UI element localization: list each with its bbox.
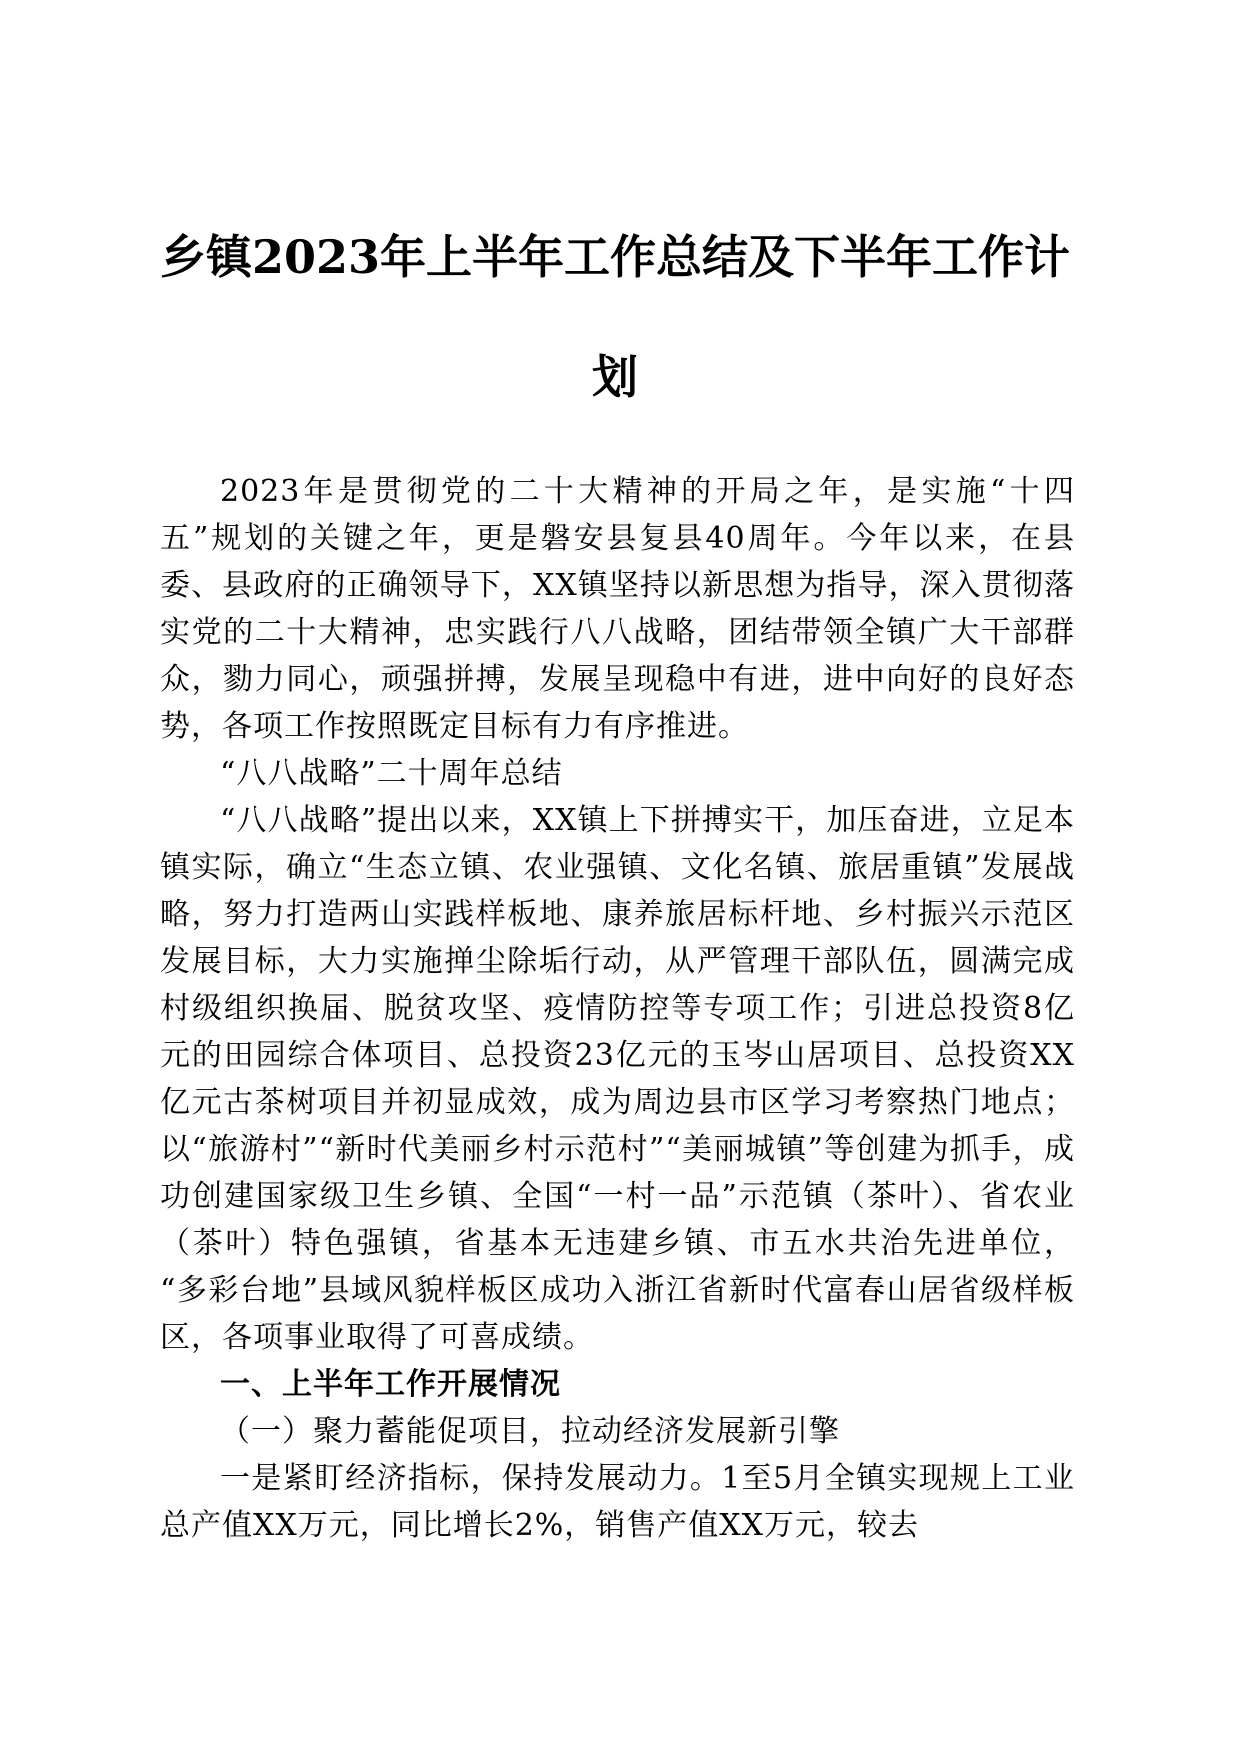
document-title-line-1: 乡镇2023年上半年工作总结及下半年工作计 — [159, 230, 1071, 284]
document-body — [160, 468, 1075, 1549]
subsection-heading-1: （一）聚力蓄能促项目，拉动经济发展新引擎 — [220, 1414, 840, 1449]
section-subtitle-summary: “八八战略”二十周年总结 — [220, 756, 563, 791]
intro-paragraph: 2023年是贯彻党的二十大精神的开局之年，是实施“十四五”规划的关键之年，更是磐安县复县40周年。今年以来，在县委、县政府的正确领导下，XX镇坚持以新思想为指导，深入贯彻落实党的二十大精神，忠实践行八八战略，团结带领全镇广大干部群众，勠力同心，顽强拼搏，发展呈现稳中有进，进中向好的良好态势，各项工作按照既定目标有力有序推进。 — [160, 474, 1075, 744]
summary-paragraph: “八八战略”提出以来，XX镇上下拼搏实干，加压奋进，立足本镇实际，确立“生态立镇、农业强镇、文化名镇、旅居重镇”发展战略，努力打造两山实践样板地、康养旅居标杆地、乡村振兴示范区发展目标，大力实施掸尘除垢行动，从严管理干部队伍，圆满完成村级组织换届、脱贫攻坚、疫情防控等专项工作；引进总投资8亿元的田园综合体项目、总投资23亿元的玉岑山居项目、总投资XX亿元古茶树项目并初显成效，成为周边县市区学习考察热门地点；以“旅游村”“新时代美丽乡村示范村”“美丽城镇”等创建为抓手，成功创建国家级卫生乡镇、全国“一村一品”示范镇（茶叶）、省农业（茶叶）特色强镇，省基本无违建乡镇、市五水共治先进单位， “多彩台地”县域风貌样板区成功入浙江省新时代富春山居省级样板区，各项事业取得了可喜成绩。 — [160, 803, 1075, 1355]
section-heading-1: 一、上半年工作开展情况 — [220, 1367, 561, 1402]
document-title-line-2: 划 — [592, 350, 638, 404]
body-paragraph-economy: 一是紧盯经济指标，保持发展动力。1至5月全镇实现规上工业总产值XX万元，同比增长2%，销售产值XX万元，较去 — [160, 1461, 1075, 1543]
